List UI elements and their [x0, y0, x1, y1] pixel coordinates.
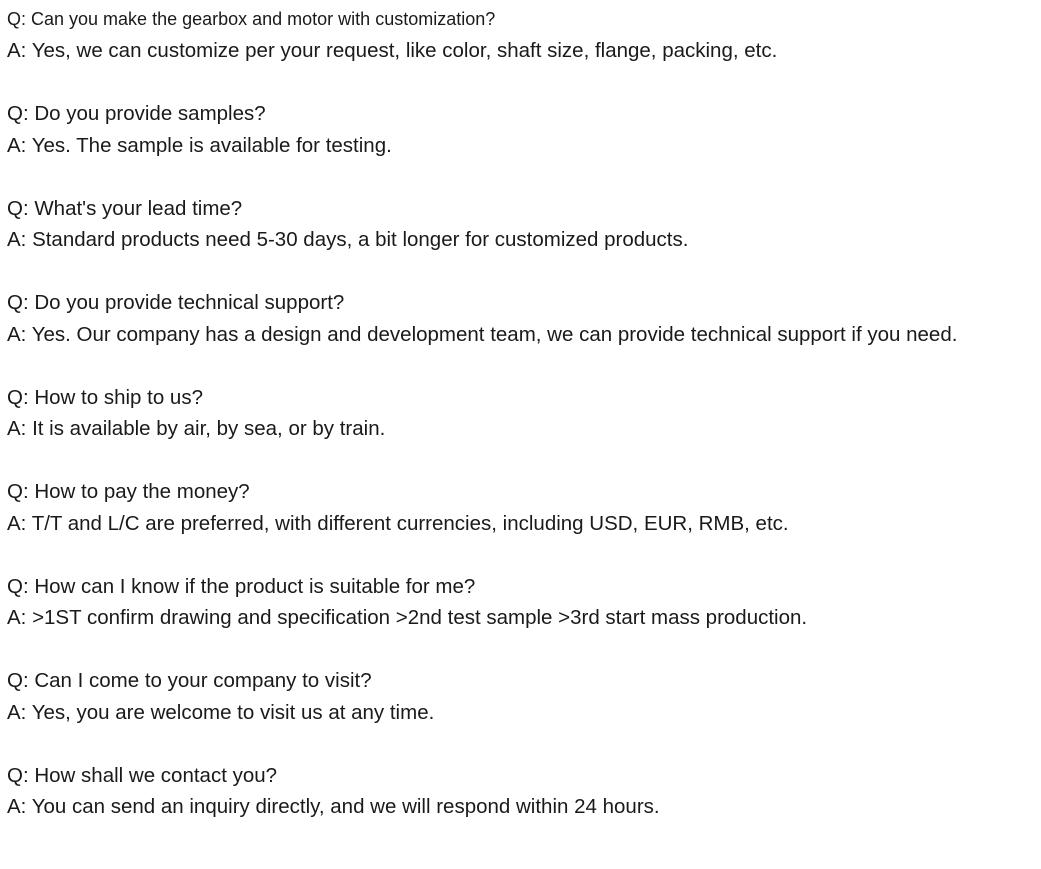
- faq-question: Q: What's your lead time?: [7, 196, 243, 220]
- faq-spacer: [7, 634, 1041, 666]
- faq-answer: A: Standard products need 5-30 days, a bit longer for customized products.: [7, 228, 689, 251]
- faq-question: Q: How can I know if the product is suitable for me?: [7, 574, 476, 598]
- faq-question: Q: Can I come to your company to visit?: [7, 669, 372, 692]
- faq-item-lead-time: [7, 193, 1041, 256]
- faq-item-payment: [7, 476, 1041, 539]
- faq-spacer: [7, 350, 1041, 382]
- faq-question: Q: Do you provide technical support?: [7, 291, 345, 314]
- faq-question: Q: How shall we contact you?: [7, 763, 278, 787]
- faq-item-customization: [7, 3, 1041, 67]
- faq-spacer: [7, 67, 1041, 99]
- faq-item-suitability: [7, 571, 1041, 634]
- faq-question: Q: Can you make the gearbox and motor with customization?: [7, 9, 496, 29]
- faq-item-visit: [7, 665, 1041, 728]
- faq-spacer: [7, 256, 1041, 288]
- faq-answer: A: Yes, we can customize per your request, like color, shaft size, flange, packing, etc.: [7, 39, 778, 62]
- faq-item-shipping: [7, 382, 1041, 445]
- faq-answer: A: >1ST confirm drawing and specification >2nd test sample >3rd start mass production.: [7, 606, 808, 629]
- faq-answer: A: T/T and L/C are preferred, with different currencies, including USD, EUR, RMB, etc.: [7, 511, 789, 535]
- faq-answer: A: Yes. Our company has a design and development team, we can provide technical support if you need.: [7, 322, 958, 346]
- faq-item-technical-support: [7, 287, 1041, 350]
- faq-answer: A: You can send an inquiry directly, and we will respond within 24 hours.: [7, 795, 660, 818]
- faq-answer: A: Yes, you are welcome to visit us at any time.: [7, 700, 435, 724]
- faq-spacer: [7, 161, 1041, 193]
- faq-item-samples: [7, 98, 1041, 161]
- faq-item-contact: [7, 760, 1041, 823]
- faq-spacer: [7, 539, 1041, 571]
- faq-question: Q: How to pay the money?: [7, 480, 250, 503]
- faq-list: [0, 3, 1041, 823]
- faq-spacer: [7, 728, 1041, 760]
- faq-answer: A: Yes. The sample is available for testing.: [7, 133, 392, 157]
- faq-question: Q: How to ship to us?: [7, 385, 203, 409]
- faq-spacer: [7, 445, 1041, 477]
- faq-answer: A: It is available by air, by sea, or by train.: [7, 417, 386, 440]
- faq-question: Q: Do you provide samples?: [7, 102, 266, 125]
